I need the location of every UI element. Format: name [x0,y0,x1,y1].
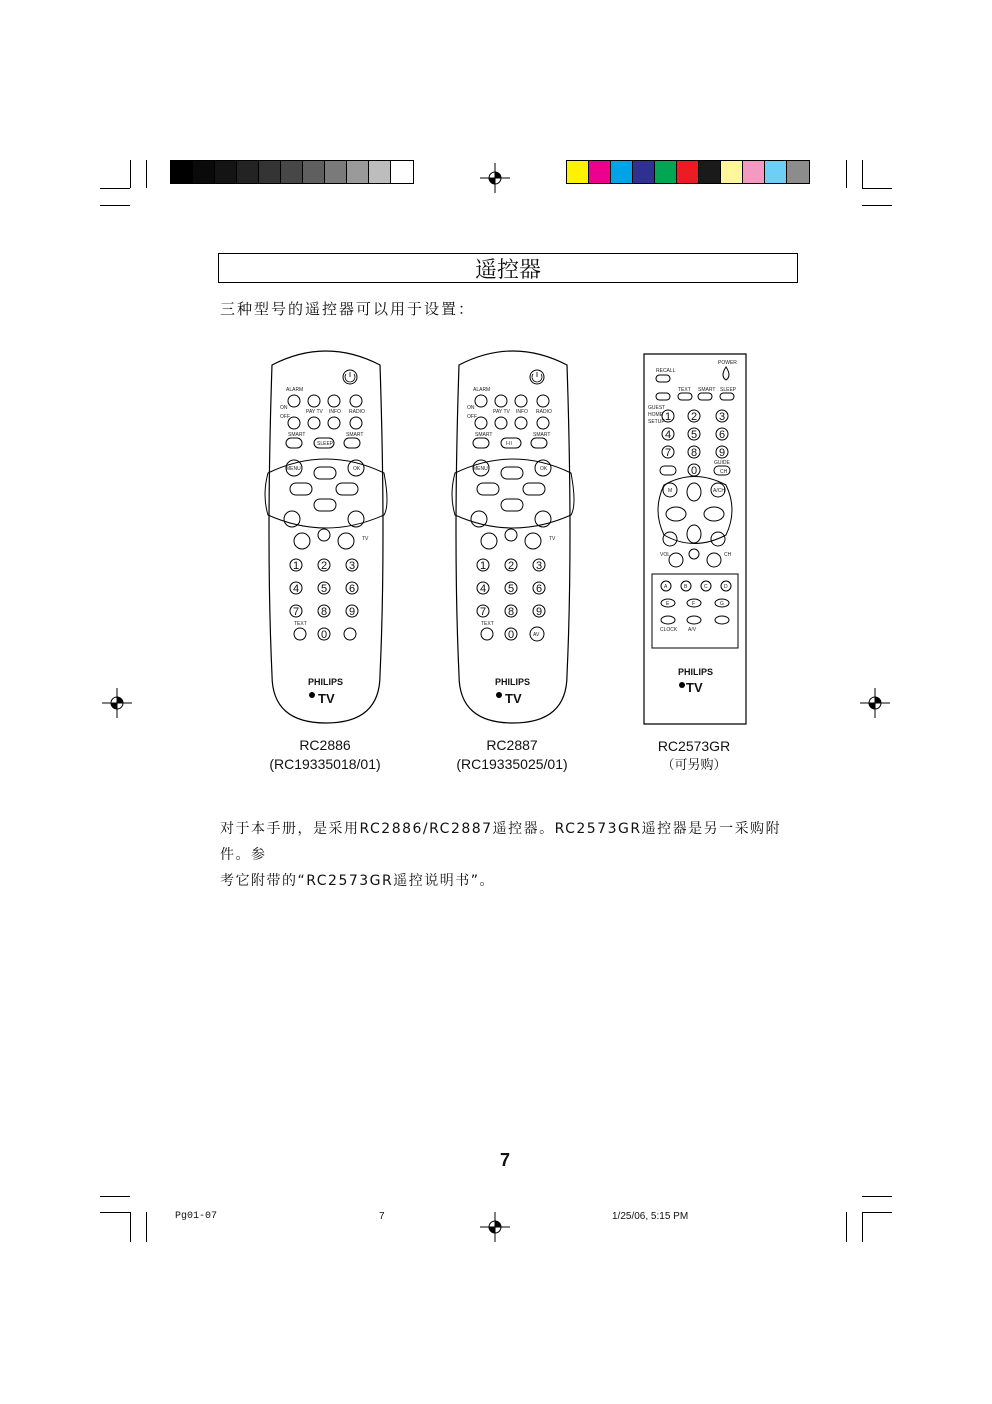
svg-text:2: 2 [508,560,515,572]
color-swatch [281,161,303,183]
body-line: 考它附带的“RC2573GR遥控说明书”。 [220,873,496,889]
svg-text:5: 5 [508,583,515,595]
svg-text:0: 0 [321,629,328,641]
footer-left: Pg01-07 [175,1211,218,1222]
ach-label: A/CH [713,488,725,494]
crop-mark [862,1212,863,1242]
svg-text:9: 9 [536,606,543,618]
tv-logo: TV [686,680,703,695]
color-swatch [259,161,281,183]
color-swatch [347,161,369,183]
home-label: HOME [648,412,663,418]
color-swatch [633,161,655,183]
vol-label: VOL [660,552,671,558]
body-paragraph [220,816,810,894]
crop-mark [146,1212,147,1242]
color-swatch [589,161,611,183]
registration-mark-icon [480,1212,510,1242]
color-swatch [765,161,787,183]
color-swatch [787,161,809,183]
svg-text:4: 4 [665,429,672,441]
philips-logo: PHILIPS [308,677,344,687]
svg-text:3: 3 [349,560,356,572]
alarm-label: ALARM [473,387,491,393]
guest-label: GUEST [648,405,666,411]
power-label: POWER [718,360,737,366]
registration-mark-icon [480,163,510,193]
smart-label: SMART [288,432,306,438]
remote-caption-rc2886 [255,736,395,774]
remote-rc2573gr-illustration [636,350,752,730]
page-title: 遥控器 [218,253,798,283]
crop-mark [100,1196,130,1197]
crop-mark [862,1196,892,1197]
color-swatch [369,161,391,183]
text-label: TEXT [294,621,307,627]
svg-text:4: 4 [480,583,487,595]
body-line: 对于本手册，是采用RC2886/RC2887遥控器。RC2573GR遥控器是另一采购附件。参 [220,821,782,863]
menu-label: MENU [286,466,301,472]
color-swatch [567,161,589,183]
clock-label: CLOCK [660,627,678,633]
intro-text: 三种型号的遥控器可以用于设置： [220,300,476,318]
alarm-label: ALARM [286,387,304,393]
tv-label: TV [362,536,369,542]
on-label: ON [467,405,475,411]
registration-mark-icon [860,688,890,718]
svg-text:2: 2 [321,560,328,572]
dual-sound-label: I-II [506,441,512,447]
color-swatch [677,161,699,183]
svg-text:8: 8 [691,447,698,459]
crop-mark [130,160,131,188]
svg-text:9: 9 [719,447,726,459]
crop-mark [146,160,147,188]
smart-label: SMART [533,432,551,438]
footer-center: 7 [379,1211,385,1222]
off-label: OFF [467,414,477,420]
model-code: （可另购） [661,758,727,773]
process-color-bar [566,160,810,184]
color-swatch [303,161,325,183]
color-swatch [721,161,743,183]
smart-label: SMART [346,432,364,438]
svg-text:1: 1 [293,560,300,572]
g-label: G [720,601,724,607]
color-swatch [699,161,721,183]
text-label: TEXT [678,387,691,393]
av-label: AV [533,632,540,638]
svg-text:5: 5 [321,583,328,595]
crop-mark [100,1212,130,1213]
a-label: A [664,584,668,590]
svg-text:5: 5 [691,429,698,441]
svg-text:0: 0 [691,465,698,477]
svg-text:0: 0 [508,629,515,641]
svg-text:8: 8 [321,606,328,618]
svg-text:6: 6 [349,583,356,595]
model-code: (RC19335018/01) [269,756,381,772]
svg-text:1: 1 [665,411,672,423]
setup-label: SETUP [648,419,665,425]
radio-label: RADIO [349,409,365,415]
remote-rc2886-illustration [262,345,390,725]
color-swatch [391,161,413,183]
off-label: OFF [280,414,290,420]
text-label: TEXT [481,621,494,627]
philips-logo: PHILIPS [678,667,714,677]
color-swatch [171,161,193,183]
svg-text:7: 7 [293,606,300,618]
smart-label: SMART [475,432,493,438]
f-label: F [692,601,696,607]
footer-right: 1/25/06, 5:15 PM [612,1211,689,1222]
d-label: D [724,584,728,590]
guide-label: GUIDE [714,460,730,466]
sleep-label: SLEEP [720,387,737,393]
page-number: 7 [500,1150,511,1170]
svg-text:7: 7 [480,606,487,618]
radio-label: RADIO [536,409,552,415]
crop-mark [846,160,847,188]
color-swatch [325,161,347,183]
svg-text:3: 3 [536,560,543,572]
svg-text:4: 4 [293,583,300,595]
ch-label: CH [720,469,728,475]
crop-mark [100,205,130,206]
crop-mark [862,1212,892,1213]
remote-caption-rc2887 [442,736,582,774]
on-label: ON [280,405,288,411]
grayscale-color-bar [170,160,414,184]
crop-mark [862,205,892,206]
crop-mark [846,1212,847,1242]
svg-text:9: 9 [349,606,356,618]
svg-text:6: 6 [536,583,543,595]
svg-text:1: 1 [480,560,487,572]
color-swatch [611,161,633,183]
svg-text:6: 6 [719,429,726,441]
crop-mark [862,188,892,189]
tv-logo: TV [505,691,522,706]
model-code: (RC19335025/01) [456,756,568,772]
model-name: RC2886 [299,737,351,753]
crop-mark [130,1212,131,1242]
ch-label: CH [724,552,732,558]
registration-mark-icon [102,688,132,718]
color-swatch [193,161,215,183]
sleep-label: SLEEP [317,441,334,447]
model-name: RC2573GR [657,738,731,754]
svg-text:3: 3 [719,411,726,423]
menu-label: MENU [473,466,488,472]
e-label: E [666,601,670,607]
svg-text:7: 7 [665,447,672,459]
color-swatch [743,161,765,183]
tv-logo: TV [318,691,335,706]
color-swatch [655,161,677,183]
svg-text:8: 8 [508,606,515,618]
color-swatch [215,161,237,183]
philips-logo: PHILIPS [495,677,531,687]
ok-label: OK [540,466,548,472]
recall-label: RECALL [656,368,676,374]
crop-mark [100,188,130,189]
remote-rc2887-illustration [449,345,577,725]
b-label: B [684,584,688,590]
color-swatch [237,161,259,183]
smart-label: SMART [698,387,716,393]
pay-tv-label: PAY TV [493,409,510,415]
av-label: A/V [688,627,697,633]
tv-label: TV [549,536,556,542]
svg-text:2: 2 [691,411,698,423]
crop-mark [862,160,863,188]
m-label: M [668,488,673,494]
remote-caption-rc2573gr [624,737,764,775]
model-name: RC2887 [486,737,538,753]
ok-label: OK [353,466,361,472]
c-label: C [704,584,708,590]
info-label: INFO [516,409,528,415]
info-label: INFO [329,409,341,415]
pay-tv-label: PAY TV [306,409,323,415]
